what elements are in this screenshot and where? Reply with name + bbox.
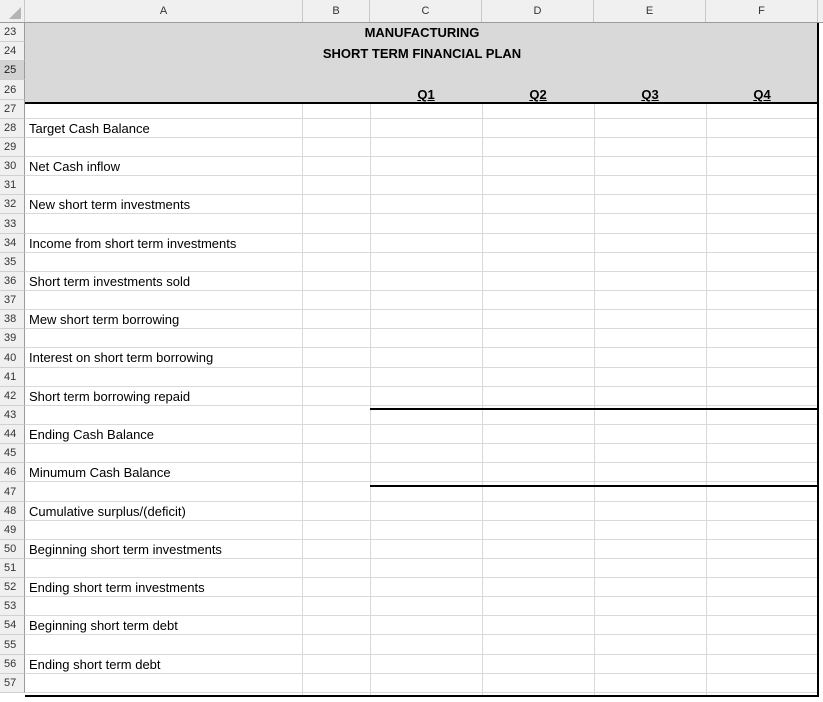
row-label-54[interactable]: Beginning short term debt [29, 618, 178, 633]
row-label-46[interactable]: Minumum Cash Balance [29, 465, 171, 480]
row-header-51[interactable]: 51 [0, 559, 25, 578]
gridline-col-e [594, 103, 595, 696]
column-header-bar [0, 0, 823, 23]
row-label-56[interactable]: Ending short term debt [29, 657, 161, 672]
subtotal-border-row-46 [370, 485, 818, 487]
row-label-52[interactable]: Ending short term investments [29, 580, 205, 595]
row-header-30[interactable]: 30 [0, 157, 25, 176]
header-bottom-border [25, 102, 818, 104]
row-header-57[interactable]: 57 [0, 674, 25, 693]
row-label-42[interactable]: Short term borrowing repaid [29, 389, 191, 404]
row-label-32[interactable]: New short term investments [29, 197, 191, 212]
row-header-41[interactable]: 41 [0, 368, 25, 387]
gridline-col-c [370, 103, 371, 696]
table-bottom-border [25, 695, 819, 697]
column-header-b[interactable]: B [303, 0, 370, 22]
row-header-55[interactable]: 55 [0, 635, 25, 655]
row-header-40[interactable]: 40 [0, 348, 25, 368]
row-label-44[interactable]: Ending Cash Balance [29, 427, 155, 442]
row-header-31[interactable]: 31 [0, 176, 25, 195]
title-short-term-financial-plan[interactable]: SHORT TERM FINANCIAL PLAN [322, 46, 522, 61]
column-header-d[interactable]: D [482, 0, 594, 22]
column-header-f[interactable]: F [706, 0, 818, 22]
row-header-42[interactable]: 42 [0, 387, 25, 406]
row-header-33[interactable]: 33 [0, 214, 25, 234]
quarter-header-q1[interactable]: Q1 [417, 87, 435, 102]
quarter-header-q4[interactable]: Q4 [753, 87, 771, 102]
row-label-38[interactable]: Mew short term borrowing [29, 312, 180, 327]
row-label-30[interactable]: Net Cash inflow [29, 159, 121, 174]
row-header-50[interactable]: 50 [0, 540, 25, 559]
gridline-row-57 [25, 692, 818, 693]
title-manufacturing[interactable]: MANUFACTURING [364, 25, 480, 40]
row-header-27[interactable]: 27 [0, 100, 25, 119]
row-label-50[interactable]: Beginning short term investments [29, 542, 222, 557]
row-header-49[interactable]: 49 [0, 521, 25, 540]
row-header-36[interactable]: 36 [0, 272, 25, 291]
row-label-48[interactable]: Cumulative surplus/(deficit) [29, 504, 186, 519]
row-header-25[interactable]: 25 [0, 61, 25, 80]
row-header-44[interactable]: 44 [0, 425, 25, 444]
row-header-43[interactable]: 43 [0, 406, 25, 425]
row-header-37[interactable]: 37 [0, 291, 25, 310]
select-all-corner[interactable] [0, 0, 25, 22]
gridline-col-f [706, 103, 707, 696]
row-header-35[interactable]: 35 [0, 253, 25, 272]
column-header-a[interactable]: A [25, 0, 303, 22]
row-label-36[interactable]: Short term investments sold [29, 274, 191, 289]
quarter-header-q2[interactable]: Q2 [529, 87, 547, 102]
gridline-row-30 [25, 175, 818, 176]
row-label-28[interactable]: Target Cash Balance [29, 121, 150, 136]
row-header-45[interactable]: 45 [0, 444, 25, 463]
row-header-26[interactable]: 26 [0, 80, 25, 100]
gridline-row-29 [25, 156, 818, 157]
table-right-border [817, 23, 819, 697]
row-label-34[interactable]: Income from short term investments [29, 236, 237, 251]
row-header-48[interactable]: 48 [0, 502, 25, 521]
row-label-40[interactable]: Interest on short term borrowing [29, 350, 214, 365]
row-header-28[interactable]: 28 [0, 119, 25, 138]
row-header-46[interactable]: 46 [0, 463, 25, 482]
row-header-29[interactable]: 29 [0, 138, 25, 157]
column-header-c[interactable]: C [370, 0, 482, 22]
subtotal-border-row-42 [370, 408, 818, 410]
row-header-53[interactable]: 53 [0, 597, 25, 616]
row-header-34[interactable]: 34 [0, 234, 25, 253]
row-header-38[interactable]: 38 [0, 310, 25, 329]
select-all-triangle-icon [9, 7, 21, 19]
row-header-52[interactable]: 52 [0, 578, 25, 597]
quarter-header-q3[interactable]: Q3 [641, 87, 659, 102]
gridline-col-d [482, 103, 483, 696]
row-header-56[interactable]: 56 [0, 655, 25, 674]
row-header-32[interactable]: 32 [0, 195, 25, 214]
row-header-24[interactable]: 24 [0, 42, 25, 61]
column-header-e[interactable]: E [594, 0, 706, 22]
row-header-23[interactable]: 23 [0, 23, 25, 42]
gridline-col-b [302, 103, 303, 696]
gridline-row-40 [25, 367, 818, 368]
row-header-47[interactable]: 47 [0, 482, 25, 502]
row-header-54[interactable]: 54 [0, 616, 25, 635]
row-header-39[interactable]: 39 [0, 329, 25, 348]
